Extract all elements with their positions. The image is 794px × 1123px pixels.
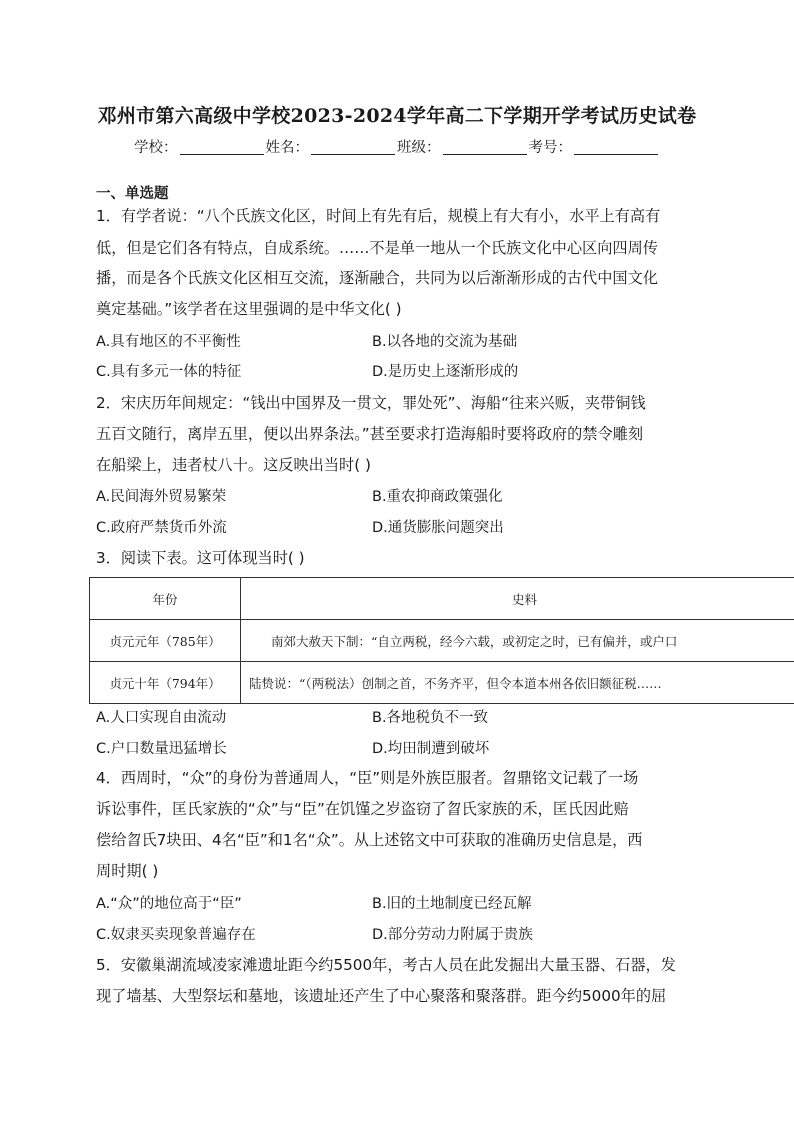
history-table	[89, 577, 794, 704]
school-label: 学校：	[134, 140, 178, 156]
q4-option-d: D.部分劳动力附属于贵族	[372, 927, 533, 943]
school-blank	[180, 139, 264, 155]
table-cell-source: 南郊大赦天下制：“自立两税，经今六载，或初定之时，已有偏并，或户口	[241, 620, 794, 662]
q1-option-b: B.以各地的交流为基础	[372, 334, 518, 350]
q1-option-c: C.具有多元一体的特征	[96, 364, 242, 380]
q4-line: 周时期( )	[96, 862, 159, 880]
q4-line: 诉讼事件，匡氏家族的“众”与“臣”在饥馑之岁盗窃了曶氏家族的禾，匡氏因此赔	[96, 800, 629, 818]
table-cell-year: 贞元元年（785年）	[90, 620, 241, 662]
q2-option-d: D.通货膨胀问题突出	[372, 520, 504, 536]
q2-line: 在船梁上，违者杖八十。这反映出当时( )	[96, 456, 371, 474]
table-row	[90, 662, 794, 704]
q2-line: 五百文随行，离岸五里，便以出界条法。”甚至要求打造海船时要将政府的禁令雕刻	[96, 425, 644, 443]
q3-option-d: D.均田制遭到破坏	[372, 741, 490, 757]
id-blank	[574, 139, 658, 155]
name-blank	[311, 139, 395, 155]
q1-line: 1．有学者说：“八个氏族文化区，时间上有先有后，规模上有大有小，水平上有高有	[96, 207, 661, 225]
q3-line: 3．阅读下表。这可体现当时( )	[96, 549, 305, 567]
q1-line: 奠定基础。”该学者在这里强调的是中华文化( )	[96, 300, 402, 318]
section-heading: 一、单选题	[96, 186, 169, 202]
table-header-year: 年份	[90, 578, 241, 620]
q3-option-a: A.人口实现自由流动	[96, 710, 227, 726]
table-header-row	[90, 578, 794, 620]
q1-line: 播，而是各个氏族文化区相互交流，逐渐融合，共同为以后渐渐形成的古代中国文化	[96, 269, 658, 287]
table-header-source: 史料	[241, 578, 794, 620]
class-blank	[443, 139, 527, 155]
q4-option-b: B.旧的土地制度已经瓦解	[372, 896, 532, 912]
q4-option-c: C.奴隶买卖现象普遍存在	[96, 927, 256, 943]
q2-option-b: B.重农抑商政策强化	[372, 489, 503, 505]
student-info-row	[0, 136, 794, 157]
q3-option-b: B.各地税负不一致	[372, 710, 489, 726]
exam-title: 邓州市第六高级中学校2023-2024学年高二下学期开学考试历史试卷	[97, 105, 697, 127]
name-label: 姓名：	[265, 140, 309, 156]
q5-line: 5．安徽巢湖流域凌家滩遗址距今约5500年，考古人员在此发掘出大量玉器、石器，发	[96, 956, 676, 974]
q2-option-c: C.政府严禁货币外流	[96, 520, 227, 536]
q1-option-d: D.是历史上逐渐形成的	[372, 364, 519, 380]
q2-line: 2．宋庆历年间规定：“钱出中国界及一贯文，罪处死”、海船“往来兴贩，夹带铜钱	[96, 394, 646, 412]
table-row	[90, 620, 794, 662]
table-cell-source: 陆贽说：“（两税法）创制之首，不务齐平，但令本道本州各依旧额征税……	[241, 662, 794, 704]
q4-line: 4．西周时，“众”的身份为普通周人，“臣”则是外族臣服者。曶鼎铭文记载了一场	[96, 769, 639, 787]
q4-option-a: A.“众”的地位高于“臣”	[96, 896, 242, 912]
q4-line: 偿给曶氏7块田、4名“臣”和1名“众”。从上述铭文中可获取的准确历史信息是，西	[96, 831, 643, 849]
id-label: 考号：	[528, 140, 572, 156]
q1-line: 低，但是它们各有特点，自成系统。……不是单一地从一个氏族文化中心区向四周传	[96, 239, 658, 257]
table-cell-year: 贞元十年（794年）	[90, 662, 241, 704]
q2-option-a: A.民间海外贸易繁荣	[96, 489, 227, 505]
q1-option-a: A.具有地区的不平衡性	[96, 334, 241, 350]
q3-option-c: C.户口数量迅猛增长	[96, 741, 227, 757]
class-label: 班级：	[397, 140, 441, 156]
q5-line: 现了墙基、大型祭坛和墓地，该遗址还产生了中心聚落和聚落群。距今约5000年的屈	[96, 987, 667, 1005]
